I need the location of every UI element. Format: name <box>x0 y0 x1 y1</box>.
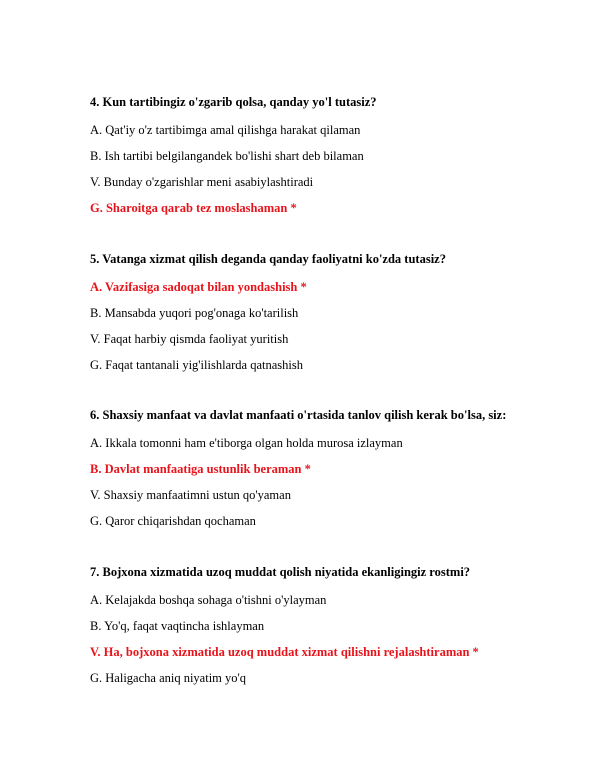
question-title: 4. Kun tartibingiz o'zgarib qolsa, qanday yo'l tutasiz? <box>90 95 377 109</box>
option-v: V. Shaxsiy manfaatimni ustun qo'yaman <box>90 488 291 502</box>
option-b: B. Mansabda yuqori pog'onaga ko'tarilish <box>90 306 299 320</box>
option-v: V. Bunday o'zgarishlar meni asabiylashtiradi <box>90 175 314 189</box>
option-g: G. Qaror chiqarishdan qochaman <box>90 514 256 528</box>
option-v: V. Faqat harbiy qismda faoliyat yuritish <box>90 332 289 346</box>
option-a: A. Ikkala tomonni ham e'tiborga olgan holda murosa izlayman <box>90 436 403 450</box>
question-title: 7. Bojxona xizmatida uzoq muddat qolish niyatida ekanligingiz rostmi? <box>90 565 471 579</box>
question-title: 6. Shaxsiy manfaat va davlat manfaati o'rtasida tanlov qilish kerak bo'lsa, siz: <box>90 408 507 422</box>
option-v-correct: V. Ha, bojxona xizmatida uzoq muddat xizmat qilishni rejalashtiraman * <box>90 645 479 659</box>
option-a-correct: A. Vazifasiga sadoqat bilan yondashish * <box>90 280 307 294</box>
question-title: 5. Vatanga xizmat qilish deganda qanday faoliyatni ko'zda tutasiz? <box>90 252 446 266</box>
option-b: B. Ish tartibi belgilangandek bo'lishi shart deb bilaman <box>90 149 364 163</box>
question-6 <box>90 407 570 529</box>
option-g-correct: G. Sharoitga qarab tez moslashaman * <box>90 201 297 215</box>
option-g: G. Faqat tantanali yig'ilishlarda qatnashish <box>90 358 303 372</box>
option-b: B. Yo'q, faqat vaqtincha ishlayman <box>90 619 265 633</box>
option-a: A. Kelajakda boshqa sohaga o'tishni o'ylayman <box>90 593 327 607</box>
option-b-correct: B. Davlat manfaatiga ustunlik beraman * <box>90 462 311 476</box>
question-7 <box>90 564 570 686</box>
option-g: G. Haligacha aniq niyatim yo'q <box>90 671 247 685</box>
option-a: A. Qat'iy o'z tartibimga amal qilishga harakat qilaman <box>90 123 361 137</box>
question-5 <box>90 251 570 373</box>
question-4 <box>90 94 570 216</box>
